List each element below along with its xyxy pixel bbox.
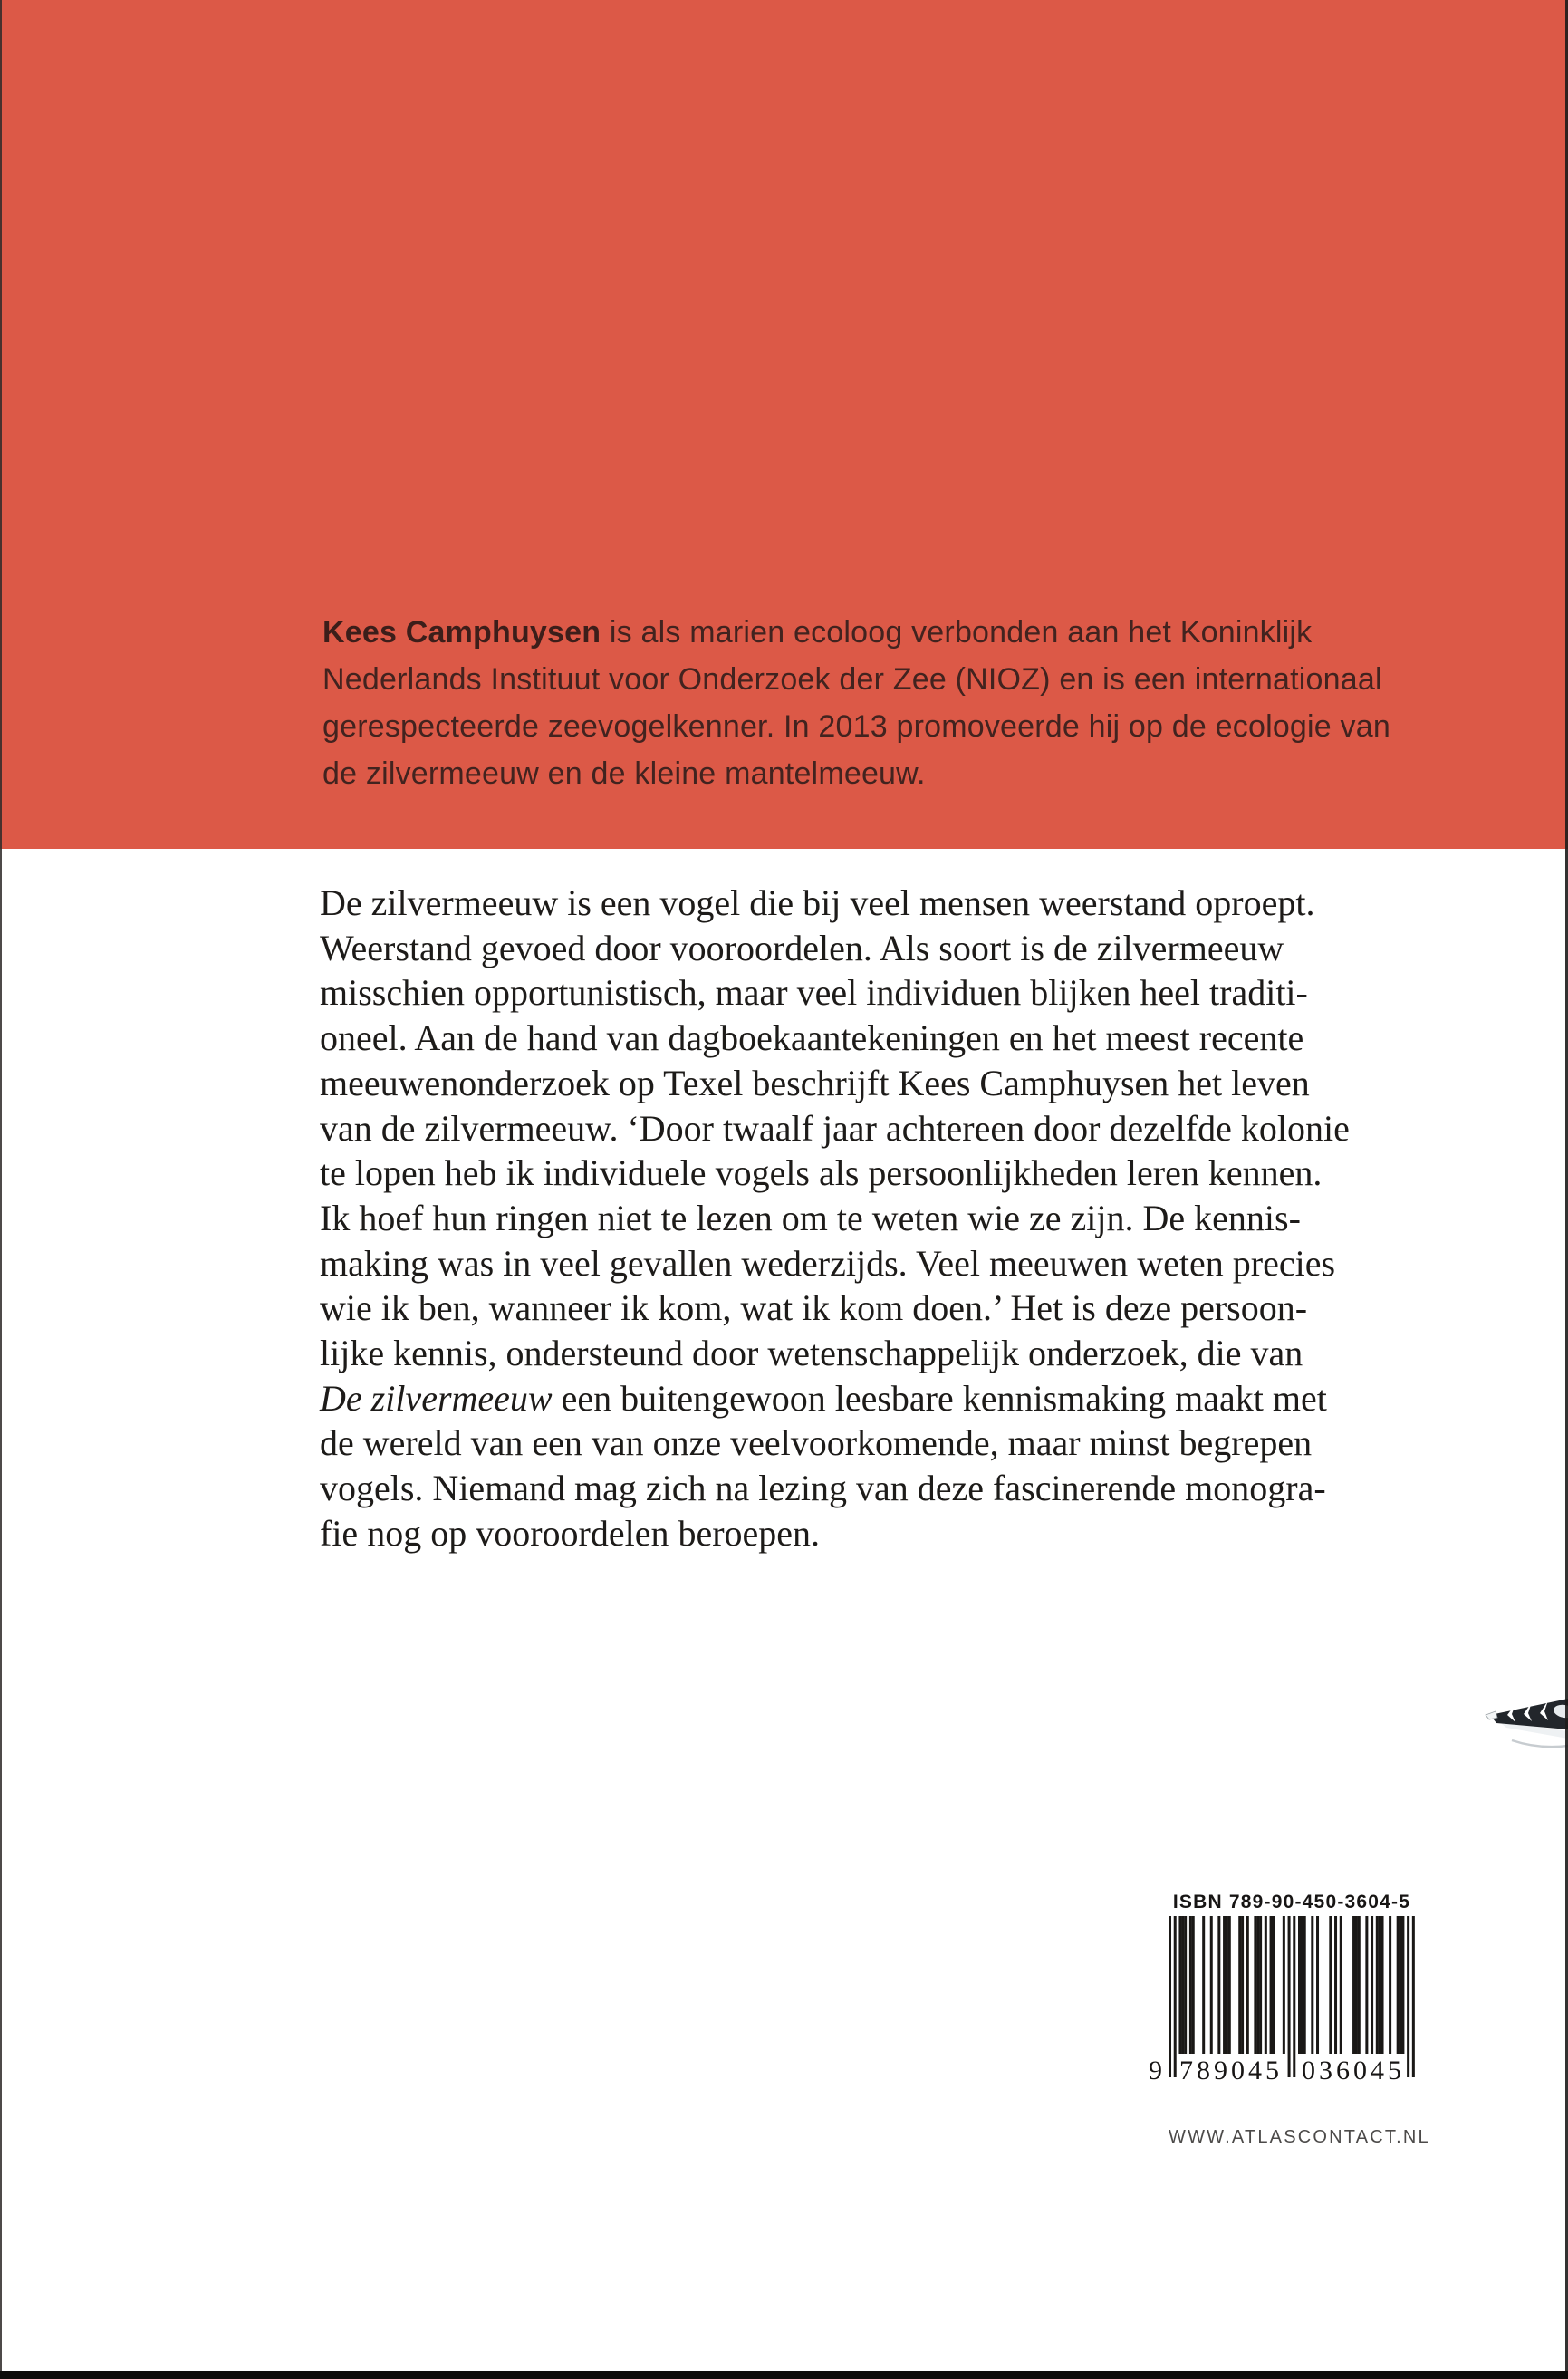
- gull-wingtip-illustration: [1485, 1693, 1568, 1758]
- author-bio-text: [322, 609, 1428, 797]
- barcode-digit-group2: 036045: [1302, 2056, 1405, 2085]
- text-line: Kees Camphuysen is als marien ecoloog verbonden aan het Koninklijk: [322, 615, 1313, 650]
- text-line: te lopen heb ik individuele vogels als persoonlijkheden leren kennen.: [320, 1152, 1323, 1194]
- barcode-digit-group1: 789045: [1179, 2056, 1283, 2085]
- text-line: Ik hoef hun ringen niet te lezen om te weten wie ze zijn. De kennis-: [320, 1197, 1301, 1238]
- text-line: de wereld van een van onze veelvoorkomende, maar minst begrepen: [320, 1422, 1313, 1464]
- text-line: de zilvermeeuw en de kleine mantelmeeuw.: [322, 756, 926, 791]
- isbn-number: ISBN 789-90-450-3604-5: [1172, 1892, 1411, 1912]
- text-line: gerespecteerde zeevogelkenner. In 2013 promoveerde hij op de ecologie van: [322, 709, 1390, 744]
- text-line: oneel. Aan de hand van dagboekaantekeningen en het meest recente: [320, 1017, 1304, 1059]
- text-line: making was in veel gevallen wederzijds. Veel meeuwen weten precies: [320, 1242, 1336, 1284]
- text-line: Nederlands Instituut voor Onderzoek der Zee (NIOZ) en is een internationaal: [322, 662, 1382, 697]
- text-line: De zilvermeeuw is een vogel die bij veel mensen weerstand oproept.: [320, 882, 1315, 923]
- book-description-text: [320, 881, 1416, 1556]
- text-line: Weerstand gevoed door vooroordelen. Als soort is de zilvermeeuw: [320, 927, 1284, 968]
- text-line: wie ik ben, wanneer ik kom, wat ik kom doen.’ Het is deze persoon-: [320, 1287, 1308, 1329]
- publisher-website-url: WWW.ATLASCONTACT.NL: [1169, 2127, 1430, 2147]
- page-edge-left: [0, 0, 2, 2379]
- text-line: fie nog op vooroordelen beroepen.: [320, 1512, 821, 1554]
- text-line: vogels. Niemand mag zich na lezing van deze fascinerende monogra-: [320, 1468, 1326, 1509]
- text-line: misschien opportunistisch, maar veel individuen blijken heel traditi-: [320, 972, 1308, 1014]
- text-line: De zilvermeeuw een buitengewoon leesbare kennismaking maakt met: [320, 1377, 1327, 1419]
- page-edge-bottom: [0, 2371, 1568, 2379]
- barcode-digit-lead: 9: [1149, 2056, 1166, 2085]
- text-line: meeuwenonderzoek op Texel beschrijft Kees Camphuysen het leven: [320, 1062, 1310, 1103]
- text-line: lijke kennis, ondersteund door wetenschappelijk onderzoek, die van: [320, 1333, 1303, 1374]
- text-line: van de zilvermeeuw. ‘Door twaalf jaar achtereen door dezelfde kolonie: [320, 1107, 1350, 1149]
- ean13-barcode: [1143, 1916, 1415, 2097]
